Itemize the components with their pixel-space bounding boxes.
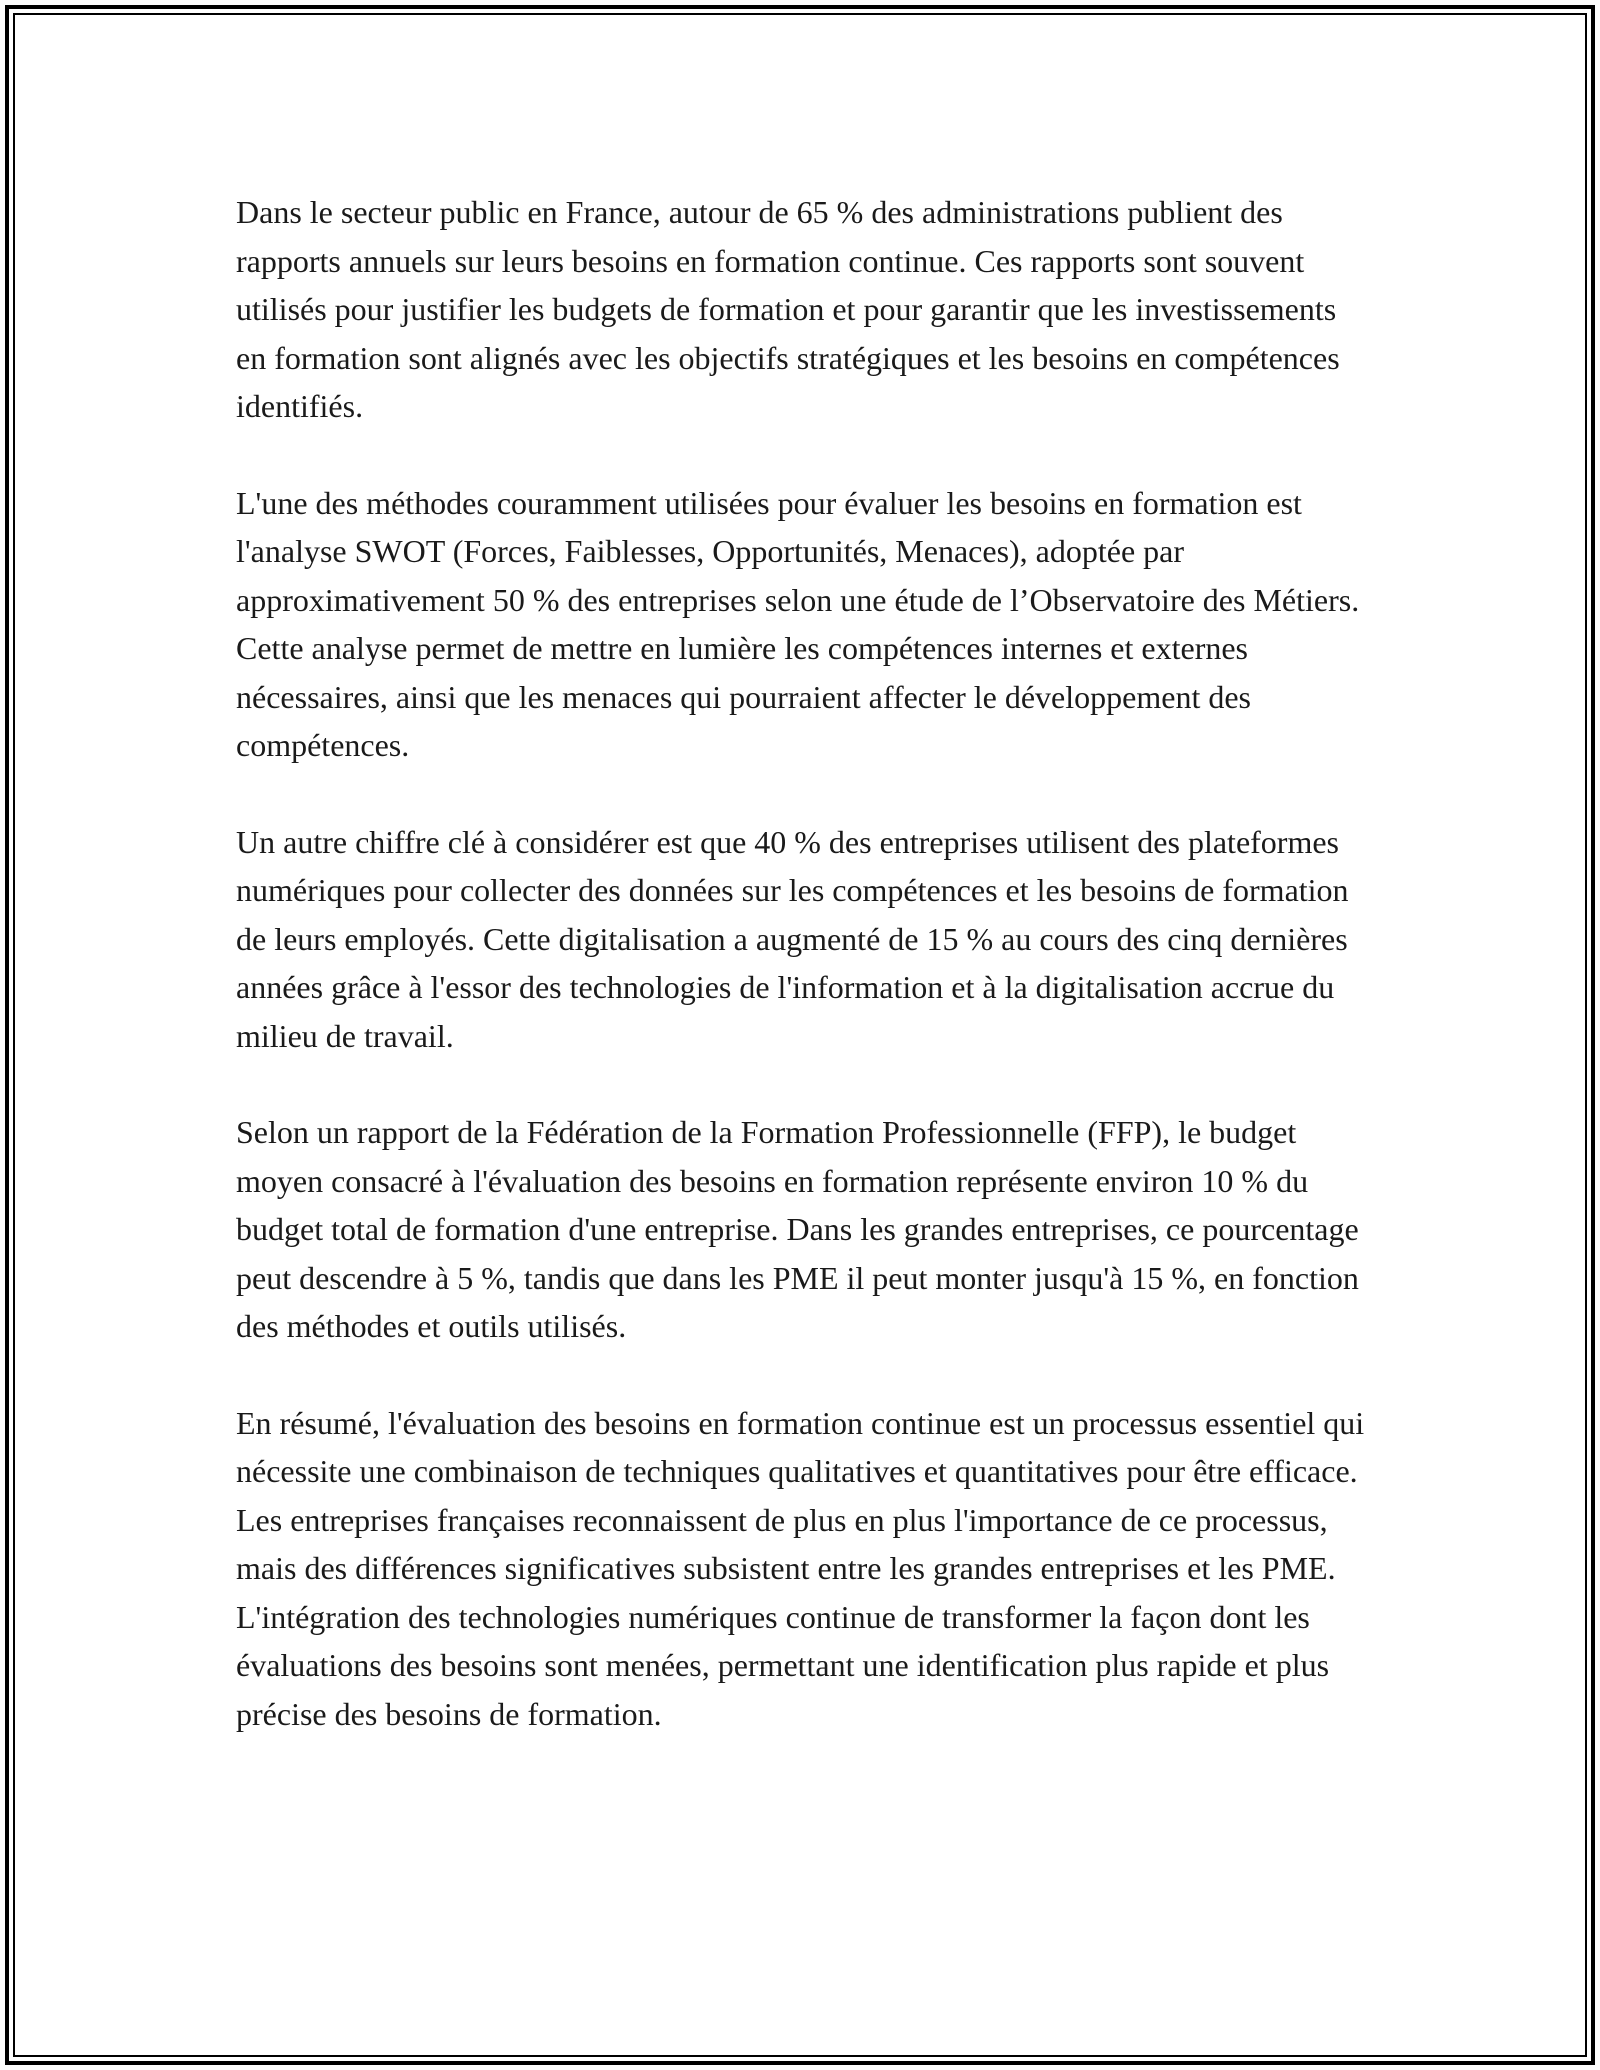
paragraph-summary: En résumé, l'évaluation des besoins en formation continue est un processus essentiel qui nécessite une combinaison de techniques qualitatives et quantitatives pour être efficace. Les entreprises françaises reconnaissent de plus en plus l'importance de ce processus, mais des différences significatives subsistent entre les grandes entreprises et les PME. L'intégration des technologies numériques continue de transformer la façon dont les évaluations des besoins sont menées, permettant une identification plus rapide et plus précise des besoins de formation. xyxy=(236,1404,1365,1732)
paragraph-public-sector: Dans le secteur public en France, autour de 65 % des administrations publient des rapports annuels sur leurs besoins en formation continue. Ces rapports sont souvent utilisés pour justifier les budgets de formation et pour garantir que les investissements en formation sont alignés avec les objectifs stratégiques et les besoins en compétences identifiés. xyxy=(236,194,1340,424)
paragraph-swot-analysis: L'une des méthodes couramment utilisées pour évaluer les besoins en formation est l'analyse SWOT (Forces, Faiblesses, Opportunités, Menaces), adoptée par approximativement 50 % des entreprises selon une étude de l’Observatoire des Métiers. Cette analyse permet de mettre en lumière les compétences internes et externes nécessaires, ainsi que les menaces qui pourraient affecter le développement des compétences. xyxy=(236,484,1360,763)
paragraph-ffp-budget: Selon un rapport de la Fédération de la Formation Professionnelle (FFP), le budget moyen consacré à l'évaluation des besoins en formation représente environ 10 % du budget total de formation d'une entreprise. Dans les grandes entreprises, ce pourcentage peut descendre à 5 %, tandis que dans les PME il peut monter jusqu'à 15 %, en fonction des méthodes et outils utilisés. xyxy=(236,1114,1359,1344)
document-body xyxy=(236,188,1366,1738)
paragraph-digital-platforms: Un autre chiffre clé à considérer est que 40 % des entreprises utilisent des plateformes numériques pour collecter des données sur les compétences et les besoins de formation de leurs employés. Cette digitalisation a augmenté de 15 % au cours des cinq dernières années grâce à l'essor des technologies de l'information et à la digitalisation accrue du milieu de travail. xyxy=(236,823,1349,1054)
